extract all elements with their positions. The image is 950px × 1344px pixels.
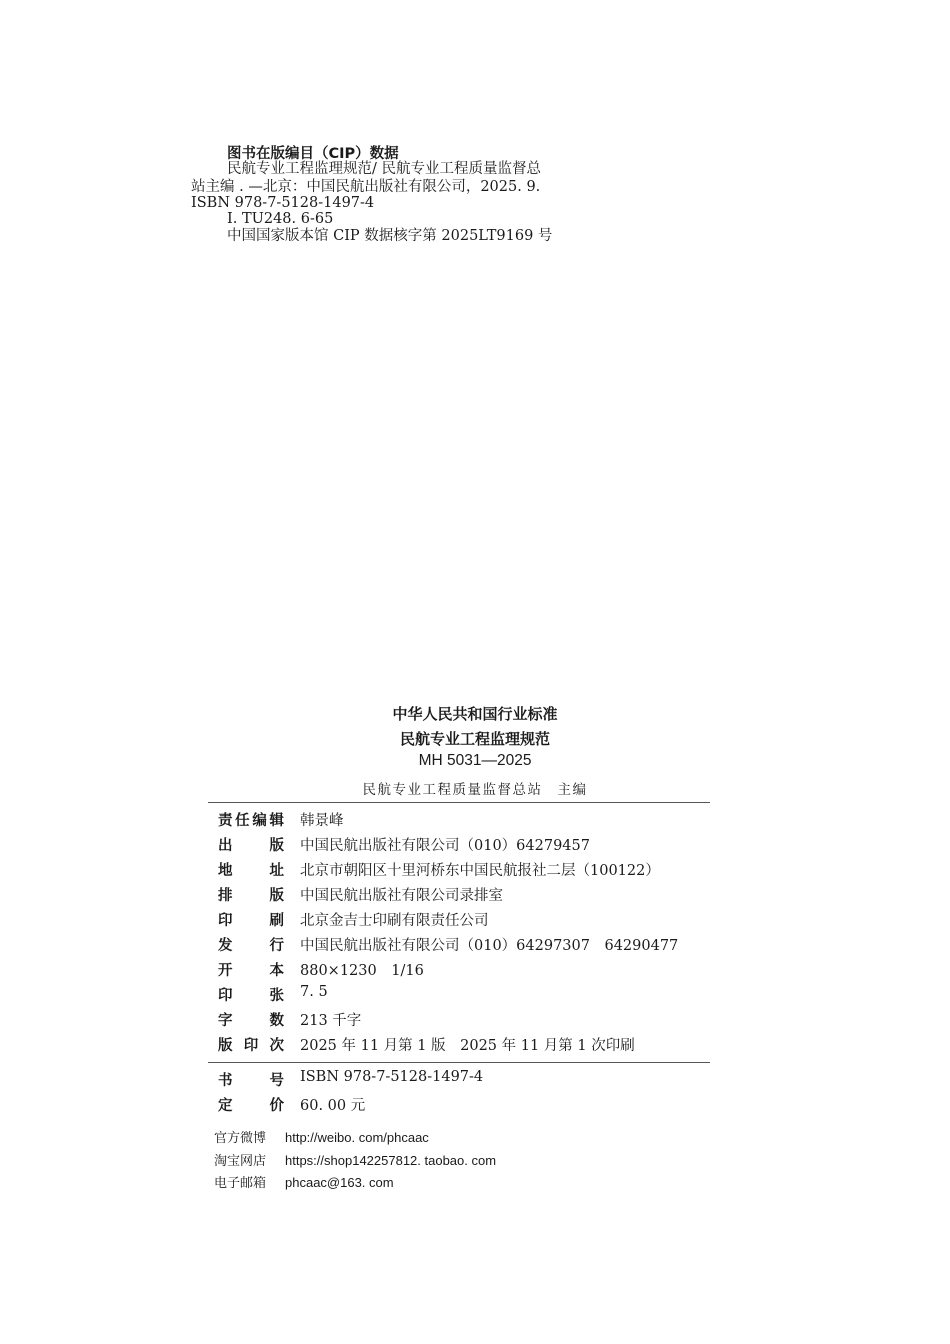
divider-bottom: [208, 1062, 710, 1063]
detail-value: 2025 年 11 月第 1 版 2025 年 11 月第 1 次印刷: [300, 1038, 635, 1054]
contact-label: 淘宝网店: [214, 1154, 267, 1169]
detail-label: 地 址: [218, 863, 284, 879]
detail-label: 出 版: [218, 838, 284, 854]
standard-code: MH 5031—2025: [418, 752, 532, 769]
detail-label: 排 版: [218, 888, 284, 904]
detail-label: 开 本: [218, 963, 284, 979]
cip-classification: Ⅰ. TU248. 6-65: [227, 211, 334, 227]
cip-line-2: 站主编 . —北京：中国民航出版社有限公司，2025. 9.: [191, 179, 541, 195]
detail-label: 发 行: [218, 938, 284, 954]
isbn-value: ISBN 978-7-5128-1497-4: [300, 1069, 484, 1085]
cip-approval-number: 中国国家版本馆 CIP 数据核字第 2025LT9169 号: [227, 228, 553, 244]
contact-email: [214, 1172, 394, 1191]
price-value: 60. 00 元: [300, 1098, 366, 1114]
detail-label: 印 刷: [218, 913, 284, 929]
detail-value: 北京市朝阳区十里河桥东中国民航报社二层（100122）: [300, 863, 660, 879]
contact-label: 电子邮箱: [214, 1176, 267, 1191]
contact-taobao: [214, 1150, 496, 1169]
contact-label: 官方微博: [214, 1131, 267, 1146]
detail-value: 韩景峰: [300, 813, 344, 829]
standard-category: 中华人民共和国行业标准: [392, 705, 558, 723]
detail-value: 7. 5: [300, 984, 328, 1000]
detail-label: 责 任 编 辑: [218, 813, 284, 829]
detail-label: 版 印 次: [218, 1038, 284, 1054]
detail-label: 印 张: [218, 988, 284, 1004]
divider-top: [208, 802, 710, 803]
detail-value: 中国民航出版社有限公司录排室: [300, 888, 503, 904]
contact-weibo: [214, 1127, 429, 1146]
detail-value: 中国民航出版社有限公司（010）64297307 64290477: [300, 938, 679, 954]
detail-value: 213 千字: [300, 1013, 362, 1029]
cip-line-1: 民航专业工程监理规范/ 民航专业工程质量监督总: [227, 161, 541, 177]
detail-label: 书 号: [218, 1073, 284, 1089]
detail-value: 880×1230 1/16: [300, 963, 424, 979]
cip-title: 图书在版编目（CIP）数据: [227, 146, 399, 162]
detail-label: 定 价: [218, 1098, 284, 1114]
detail-label: 字 数: [218, 1013, 284, 1029]
detail-value: 北京金吉士印刷有限责任公司: [300, 913, 489, 929]
standard-editor: 民航专业工程质量监督总站 主编: [362, 782, 588, 798]
email-link[interactable]: phcaac@163. com: [285, 1175, 394, 1190]
standard-name: 民航专业工程监理规范: [399, 730, 550, 748]
weibo-link[interactable]: http://weibo. com/phcaac: [285, 1130, 429, 1145]
cip-isbn: ISBN 978-7-5128-1497-4: [191, 195, 375, 211]
detail-value: 中国民航出版社有限公司（010）64279457: [300, 838, 590, 854]
taobao-link[interactable]: https://shop142257812. taobao. com: [285, 1153, 497, 1168]
